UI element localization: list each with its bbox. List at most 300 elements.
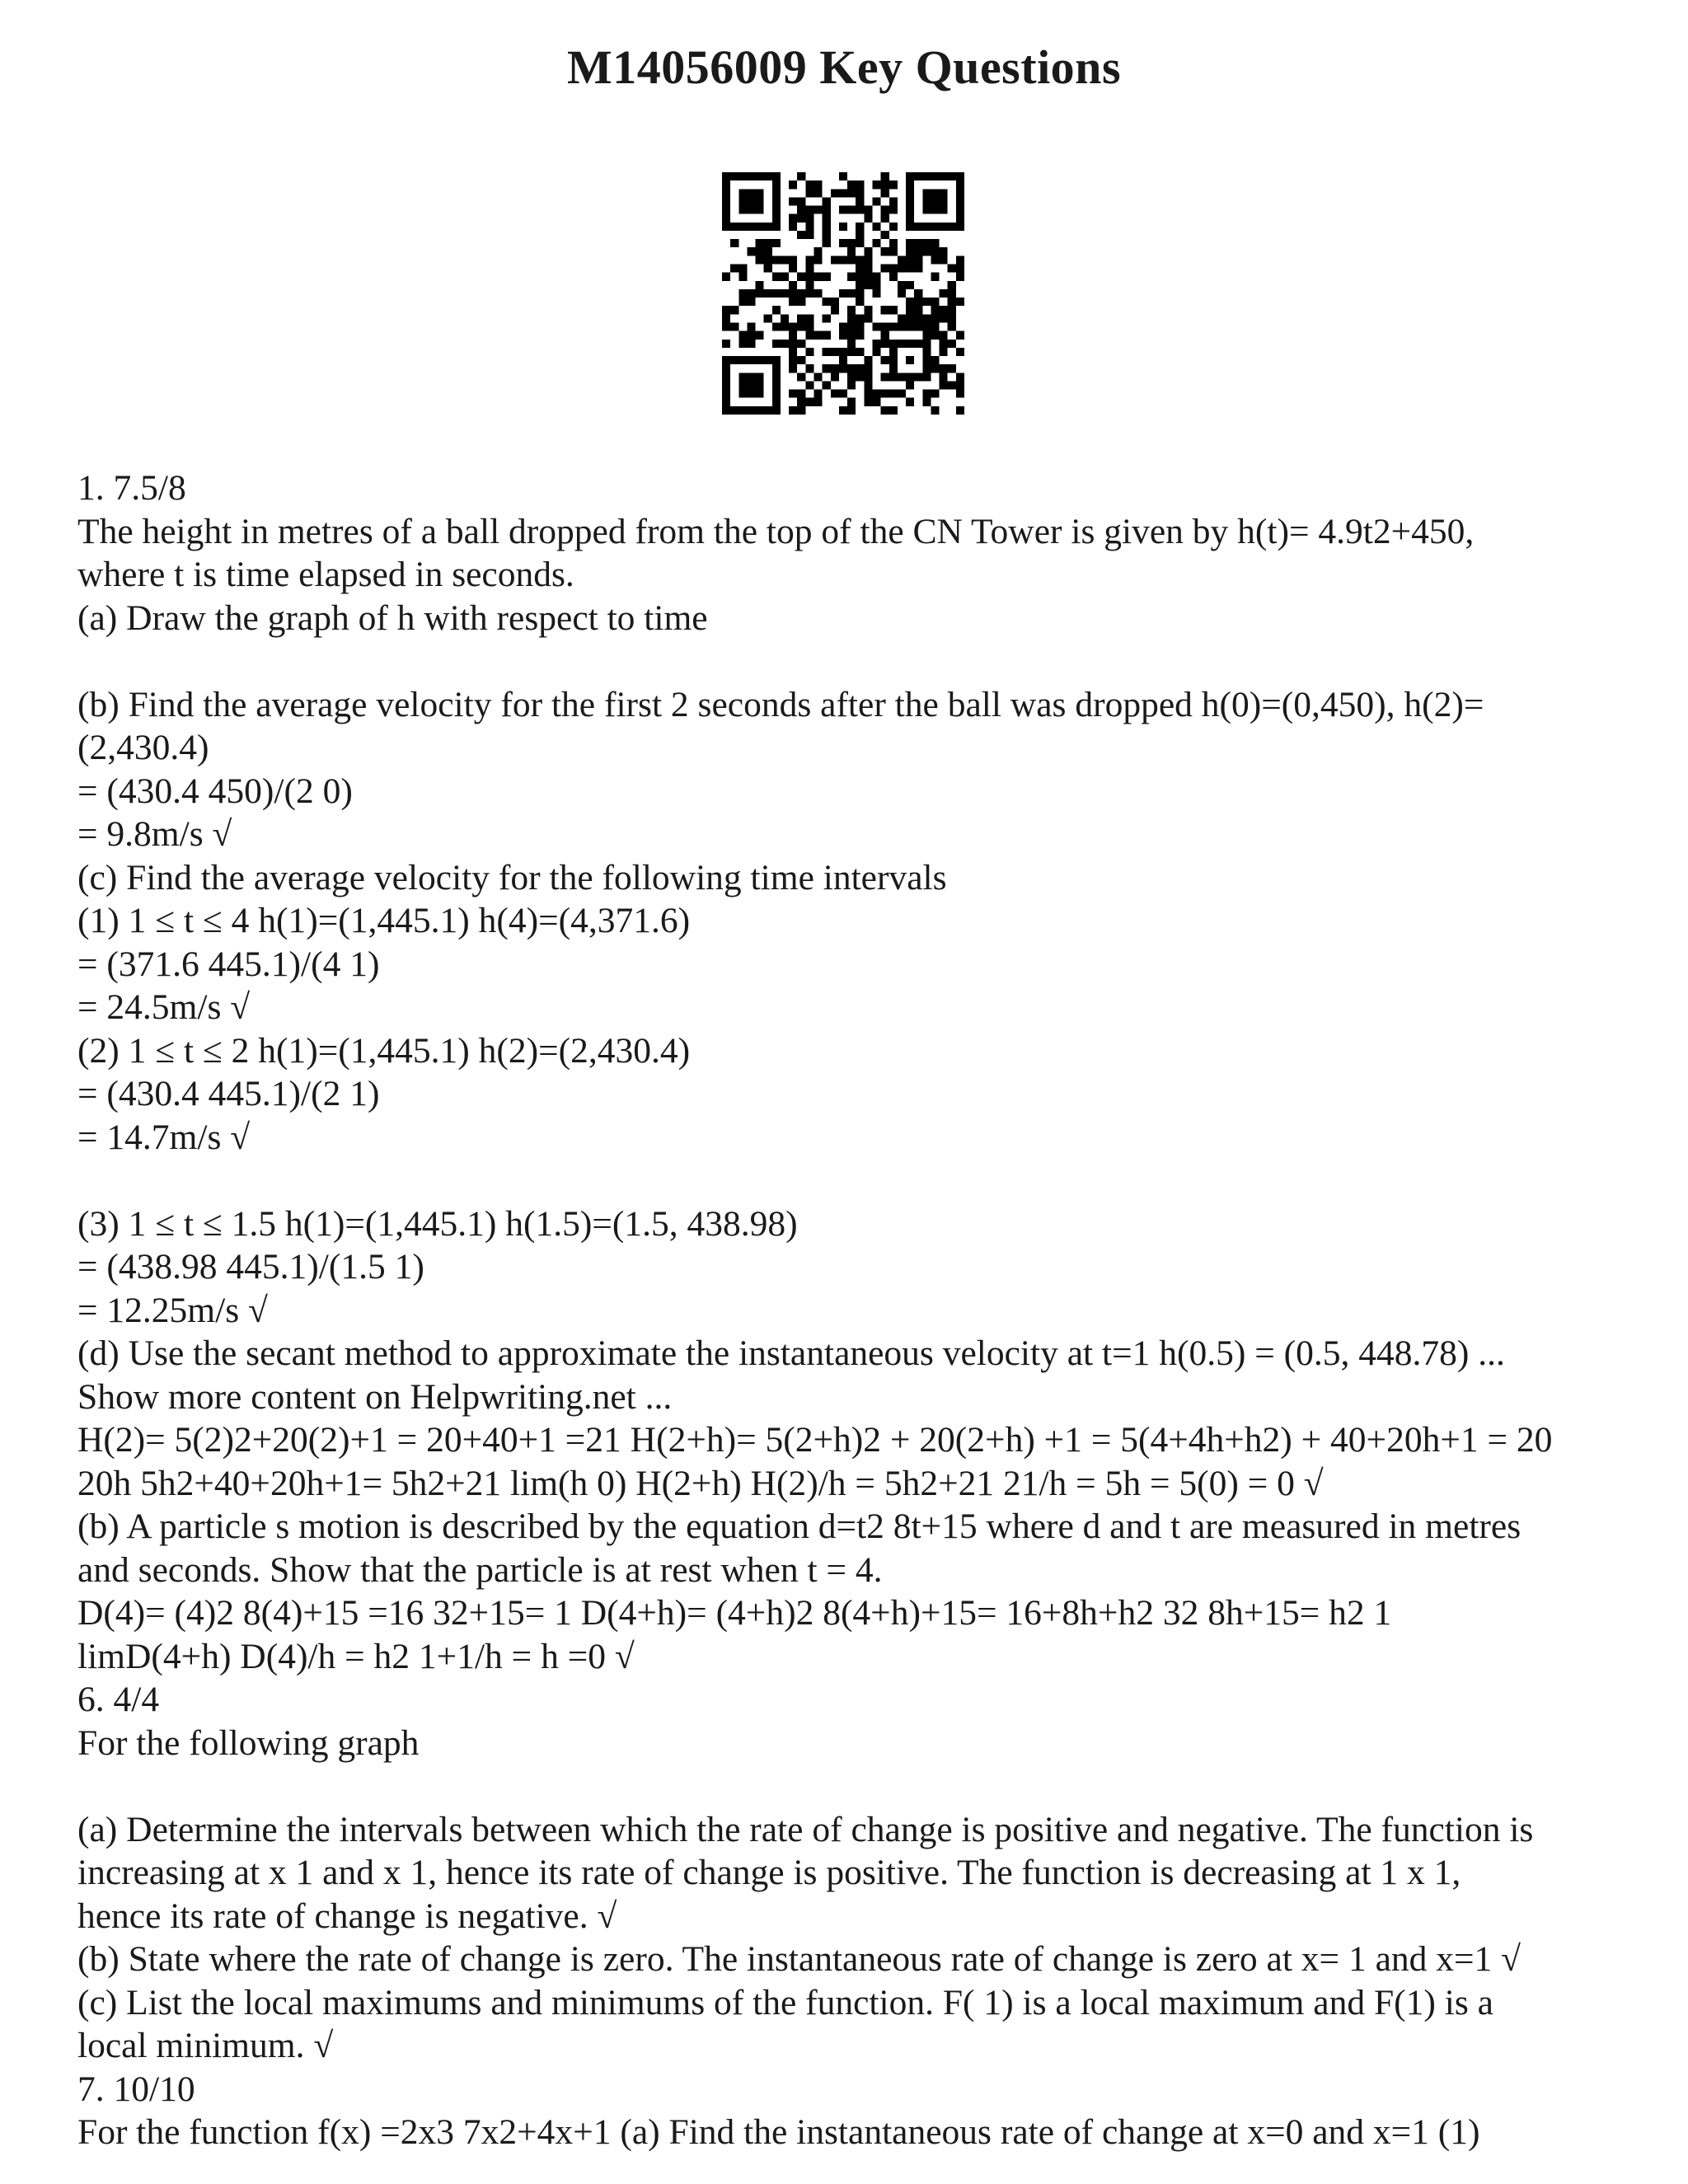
- qr-module: [898, 340, 906, 348]
- qr-module: [931, 298, 939, 306]
- qr-module: [805, 180, 814, 189]
- qr-module: [914, 172, 922, 180]
- qr-module: [881, 406, 889, 415]
- qr-module: [948, 289, 956, 298]
- qr-module: [738, 265, 747, 273]
- qr-module: [756, 197, 764, 205]
- qr-module: [722, 189, 730, 197]
- qr-module: [738, 206, 747, 214]
- qr-module: [738, 340, 747, 348]
- qr-module: [948, 322, 956, 330]
- qr-module: [789, 406, 797, 415]
- qr-module: [772, 306, 781, 314]
- text-line: and seconds. Show that the particle is at rest when t = 4.: [77, 1549, 883, 1590]
- qr-module: [898, 255, 906, 264]
- qr-module: [931, 314, 939, 322]
- qr-module: [756, 381, 764, 389]
- qr-module: [872, 398, 880, 406]
- qr-module: [722, 223, 730, 231]
- qr-module: [872, 281, 880, 289]
- qr-module: [914, 223, 922, 231]
- qr-module: [781, 273, 789, 281]
- qr-module: [872, 348, 880, 356]
- qr-module: [948, 314, 956, 322]
- qr-module: [872, 322, 880, 330]
- qr-module: [864, 214, 872, 223]
- qr-module: [722, 322, 730, 330]
- qr-module: [847, 322, 856, 330]
- qr-module: [906, 172, 914, 180]
- qr-module: [864, 273, 872, 281]
- qr-module: [889, 265, 898, 273]
- text-line: = 9.8m/s √: [77, 814, 232, 854]
- text-line: (c) List the local maximums and minimums of the function. F( 1) is a local maximum and F(1) is a: [77, 1982, 1493, 2022]
- qr-module: [940, 206, 948, 214]
- qr-module: [797, 398, 805, 406]
- qr-module: [872, 340, 880, 348]
- qr-module: [914, 314, 922, 322]
- qr-module: [805, 255, 814, 264]
- qr-module: [772, 223, 781, 231]
- qr-module: [922, 314, 931, 322]
- text-line: Show more content on Helpwriting.net ...: [77, 1376, 673, 1417]
- qr-module: [772, 322, 781, 330]
- qr-module: [847, 398, 856, 406]
- qr-module: [906, 356, 914, 364]
- qr-module: [738, 298, 747, 306]
- qr-module: [856, 273, 864, 281]
- qr-module: [881, 180, 889, 189]
- qr-module: [839, 223, 847, 231]
- qr-module: [814, 247, 823, 255]
- qr-module: [839, 322, 847, 330]
- qr-module: [738, 406, 747, 415]
- text-line: (b) Find the average velocity for the first 2 seconds after the ball was dropped h(0)=(0,450), h(2)=: [77, 684, 1484, 724]
- text-line: D(4)= (4)2 8(4)+15 =16 32+15= 1 D(4+h)= (4+h)2 8(4+h)+15= 16+8h+h2 32 8h+15= h2 1: [77, 1593, 1392, 1633]
- qr-module: [864, 364, 872, 373]
- qr-module: [956, 197, 964, 205]
- qr-module: [814, 289, 823, 298]
- qr-module: [772, 172, 781, 180]
- qr-module: [914, 247, 922, 255]
- qr-module: [906, 298, 914, 306]
- qr-module: [940, 314, 948, 322]
- qr-module: [856, 223, 864, 231]
- qr-module: [823, 381, 831, 389]
- qr-module: [722, 306, 730, 314]
- qr-module: [789, 289, 797, 298]
- qr-module: [823, 197, 831, 205]
- qr-module: [931, 172, 939, 180]
- qr-module: [789, 214, 797, 223]
- qr-module: [956, 373, 964, 381]
- qr-module: [805, 381, 814, 389]
- qr-module: [805, 189, 814, 197]
- qr-module: [797, 314, 805, 322]
- qr-module: [889, 180, 898, 189]
- qr-module: [839, 239, 847, 247]
- qr-module: [814, 273, 823, 281]
- qr-module: [914, 340, 922, 348]
- qr-module: [856, 197, 864, 205]
- qr-module: [856, 298, 864, 306]
- qr-module: [764, 356, 772, 364]
- qr-module: [805, 314, 814, 322]
- qr-module: [881, 172, 889, 180]
- qr-module: [738, 289, 747, 298]
- qr-module: [940, 340, 948, 348]
- qr-module: [872, 273, 880, 281]
- text-line: (2) 1 ≤ t ≤ 2 h(1)=(1,445.1) h(2)=(2,430.4): [77, 1030, 691, 1071]
- qr-module: [881, 356, 889, 364]
- text-line: (b) State where the rate of change is zero. The instantaneous rate of change is zero at x= 1 and x=1 √: [77, 1939, 1522, 1979]
- qr-module: [722, 340, 730, 348]
- qr-module: [772, 364, 781, 373]
- qr-module: [872, 390, 880, 398]
- text-line: (a) Determine the intervals between which the rate of change is positive and negative. The function is: [77, 1809, 1534, 1849]
- text-line: (b) A particle s motion is described by the equation d=t2 8t+15 where d and t are measured in metres: [77, 1507, 1522, 1546]
- qr-module: [956, 406, 964, 415]
- qr-module: [756, 239, 764, 247]
- qr-module: [814, 189, 823, 197]
- qr-module: [756, 356, 764, 364]
- qr-module: [722, 273, 730, 281]
- qr-module: [948, 172, 956, 180]
- qr-module: [764, 265, 772, 273]
- qr-module: [906, 306, 914, 314]
- qr-module: [914, 289, 922, 298]
- qr-module: [948, 306, 956, 314]
- qr-module: [747, 390, 755, 398]
- qr-module: [722, 406, 730, 415]
- qr-module: [781, 340, 789, 348]
- text-line: 20h 5h2+40+20h+1= 5h2+21 lim(h 0) H(2+h) H(2)/h = 5h2+21 21/h = 5h = 5(0) = 0 √: [77, 1463, 1324, 1503]
- qr-module: [889, 239, 898, 247]
- qr-module: [956, 223, 964, 231]
- qr-module: [823, 314, 831, 322]
- qr-module: [831, 348, 839, 356]
- qr-module: [747, 322, 755, 330]
- qr-module: [864, 306, 872, 314]
- qr-module: [805, 289, 814, 298]
- qr-module: [730, 265, 738, 273]
- qr-module: [922, 197, 931, 205]
- text-line: limD(4+h) D(4)/h = h2 1+1/h = h =0 √: [77, 1636, 635, 1676]
- qr-module: [814, 206, 823, 214]
- qr-module: [764, 255, 772, 264]
- qr-module: [847, 239, 856, 247]
- qr-module: [797, 214, 805, 223]
- qr-module: [781, 255, 789, 264]
- qr-module: [889, 340, 898, 348]
- qr-module: [789, 298, 797, 306]
- qr-module: [756, 281, 764, 289]
- qr-module: [789, 265, 797, 273]
- qr-module: [956, 331, 964, 340]
- qr-module: [940, 223, 948, 231]
- qr-module: [756, 247, 764, 255]
- qr-module: [797, 172, 805, 180]
- qr-module: [789, 340, 797, 348]
- qr-module: [948, 340, 956, 348]
- qr-module: [914, 239, 922, 247]
- qr-module: [823, 348, 831, 356]
- qr-module: [805, 398, 814, 406]
- qr-module: [922, 223, 931, 231]
- qr-module: [906, 340, 914, 348]
- qr-module: [722, 390, 730, 398]
- text-line: local minimum. √: [77, 2026, 334, 2065]
- qr-module: [956, 189, 964, 197]
- qr-module: [839, 364, 847, 373]
- qr-module: [831, 390, 839, 398]
- qr-module: [956, 390, 964, 398]
- qr-module: [738, 223, 747, 231]
- qr-module: [889, 273, 898, 281]
- qr-module: [847, 273, 856, 281]
- qr-module: [931, 223, 939, 231]
- qr-module: [914, 265, 922, 273]
- qr-module: [872, 180, 880, 189]
- qr-module: [847, 189, 856, 197]
- qr-module: [805, 265, 814, 273]
- qr-module: [789, 197, 797, 205]
- qr-module: [881, 331, 889, 340]
- qr-module: [856, 314, 864, 322]
- qr-module: [772, 390, 781, 398]
- qr-module: [764, 247, 772, 255]
- qr-module: [906, 206, 914, 214]
- qr-module: [730, 223, 738, 231]
- qr-module: [738, 390, 747, 398]
- qr-module: [839, 348, 847, 356]
- qr-module: [881, 247, 889, 255]
- qr-module: [839, 206, 847, 214]
- qr-module: [747, 373, 755, 381]
- qr-module: [856, 331, 864, 340]
- qr-module: [789, 331, 797, 340]
- qr-module: [814, 373, 823, 381]
- blank-line: [77, 1159, 1643, 1202]
- qr-module: [747, 197, 755, 205]
- qr-module: [839, 390, 847, 398]
- qr-module: [805, 322, 814, 330]
- qr-module: [914, 306, 922, 314]
- qr-module: [931, 322, 939, 330]
- qr-module: [738, 356, 747, 364]
- qr-module: [922, 206, 931, 214]
- qr-module: [931, 255, 939, 264]
- qr-module: [847, 348, 856, 356]
- qr-module: [922, 356, 931, 364]
- qr-module: [856, 231, 864, 239]
- qr-module: [889, 390, 898, 398]
- qr-module: [831, 373, 839, 381]
- qr-module: [747, 223, 755, 231]
- qr-module: [898, 265, 906, 273]
- qr-module: [906, 239, 914, 247]
- qr-module: [906, 214, 914, 223]
- qr-module: [889, 306, 898, 314]
- qr-module: [756, 289, 764, 298]
- qr-module: [789, 356, 797, 364]
- qr-module: [881, 390, 889, 398]
- qr-module: [847, 306, 856, 314]
- qr-module: [922, 390, 931, 398]
- qr-module: [906, 281, 914, 289]
- qr-module: [956, 348, 964, 356]
- qr-module: [922, 340, 931, 348]
- qr-module: [747, 406, 755, 415]
- qr-module: [789, 364, 797, 373]
- document-title: M14056009 Key Questions: [566, 40, 1122, 94]
- qr-module: [931, 189, 939, 197]
- qr-module: [722, 381, 730, 389]
- qr-module: [940, 172, 948, 180]
- qr-module: [847, 255, 856, 264]
- qr-module: [764, 223, 772, 231]
- qr-module: [856, 206, 864, 214]
- qr-module: [906, 322, 914, 330]
- qr-module: [856, 255, 864, 264]
- qr-module: [722, 172, 730, 180]
- qr-module: [940, 306, 948, 314]
- qr-module: [764, 314, 772, 322]
- qr-module: [922, 331, 931, 340]
- qr-module: [839, 331, 847, 340]
- qr-module: [747, 381, 755, 389]
- qr-module: [872, 197, 880, 205]
- qr-module: [730, 306, 738, 314]
- qr-module: [931, 239, 939, 247]
- document-body: [77, 466, 1643, 2154]
- qr-module: [898, 281, 906, 289]
- text-line: 7. 10/10: [77, 2069, 195, 2109]
- text-line: = (438.98 445.1)/(1.5 1): [77, 1247, 424, 1286]
- qr-module: [722, 206, 730, 214]
- qr-module: [881, 231, 889, 239]
- qr-module: [823, 331, 831, 340]
- qr-module: [864, 247, 872, 255]
- qr-module: [847, 331, 856, 340]
- qr-module: [797, 340, 805, 348]
- text-line: 1. 7.5/8: [77, 468, 186, 508]
- qr-module: [856, 180, 864, 189]
- qr-module: [881, 214, 889, 223]
- text-line: hence its rate of change is negative. √: [77, 1896, 617, 1936]
- text-line: (c) Find the average velocity for the following time intervals: [77, 857, 947, 898]
- qr-module: [881, 306, 889, 314]
- qr-module: [931, 331, 939, 340]
- qr-module: [956, 180, 964, 189]
- qr-module: [922, 348, 931, 356]
- qr-module: [940, 247, 948, 255]
- qr-module: [889, 348, 898, 356]
- qr-module: [823, 231, 831, 239]
- qr-module: [738, 381, 747, 389]
- qr-module: [722, 314, 730, 322]
- qr-module: [898, 289, 906, 298]
- qr-module: [772, 340, 781, 348]
- qr-module: [956, 298, 964, 306]
- blank-line: [77, 1765, 1643, 1808]
- qr-module: [738, 273, 747, 281]
- qr-module: [856, 289, 864, 298]
- qr-module: [906, 398, 914, 406]
- text-line: (2,430.4): [77, 728, 209, 767]
- qr-module: [772, 189, 781, 197]
- qr-module: [914, 298, 922, 306]
- text-line: H(2)= 5(2)2+20(2)+1 = 20+40+1 =21 H(2+h)= 5(2+h)2 + 20(2+h) +1 = 5(4+4h+h2) + 40+20h+1 = 20: [77, 1420, 1553, 1460]
- qr-module: [956, 172, 964, 180]
- qr-module: [906, 180, 914, 189]
- qr-module: [898, 373, 906, 381]
- qr-module: [872, 289, 880, 298]
- qr-module: [772, 289, 781, 298]
- qr-module: [814, 390, 823, 398]
- qr-module: [847, 340, 856, 348]
- qr-module: [922, 172, 931, 180]
- qr-module: [764, 406, 772, 415]
- qr-module: [747, 172, 755, 180]
- qr-code-graphic: [722, 172, 964, 415]
- qr-module: [772, 255, 781, 264]
- qr-module: [906, 373, 914, 381]
- qr-module: [772, 356, 781, 364]
- qr-module: [856, 239, 864, 247]
- qr-module: [940, 348, 948, 356]
- qr-module: [847, 289, 856, 298]
- qr-module: [722, 364, 730, 373]
- qr-module: [881, 265, 889, 273]
- text-line: (3) 1 ≤ t ≤ 1.5 h(1)=(1,445.1) h(1.5)=(1.5, 438.98): [77, 1203, 798, 1244]
- qr-module: [922, 322, 931, 330]
- qr-module: [756, 373, 764, 381]
- qr-module: [940, 331, 948, 340]
- qr-module: [789, 223, 797, 231]
- qr-module: [881, 340, 889, 348]
- qr-module: [764, 239, 772, 247]
- qr-module: [856, 348, 864, 356]
- qr-module: [948, 298, 956, 306]
- qr-module: [730, 406, 738, 415]
- text-line: increasing at x 1 and x 1, hence its rate of change is positive. The function is decreasing at 1 x 1,: [77, 1853, 1461, 1892]
- qr-module: [722, 197, 730, 205]
- qr-module: [931, 364, 939, 373]
- qr-module: [756, 206, 764, 214]
- qr-module: [898, 314, 906, 322]
- qr-module: [772, 239, 781, 247]
- qr-module: [797, 231, 805, 239]
- qr-module: [805, 348, 814, 356]
- qr-module: [831, 298, 839, 306]
- text-line: = (430.4 450)/(2 0): [77, 771, 353, 811]
- qr-module: [906, 255, 914, 264]
- qr-module: [940, 364, 948, 373]
- qr-module: [940, 197, 948, 205]
- qr-module: [772, 180, 781, 189]
- qr-module: [906, 314, 914, 322]
- qr-module: [738, 189, 747, 197]
- qr-module: [747, 247, 755, 255]
- qr-module: [831, 306, 839, 314]
- qr-module: [814, 331, 823, 340]
- qr-module: [889, 247, 898, 255]
- qr-module: [730, 322, 738, 330]
- qr-module: [956, 265, 964, 273]
- qr-module: [797, 406, 805, 415]
- qr-module: [789, 322, 797, 330]
